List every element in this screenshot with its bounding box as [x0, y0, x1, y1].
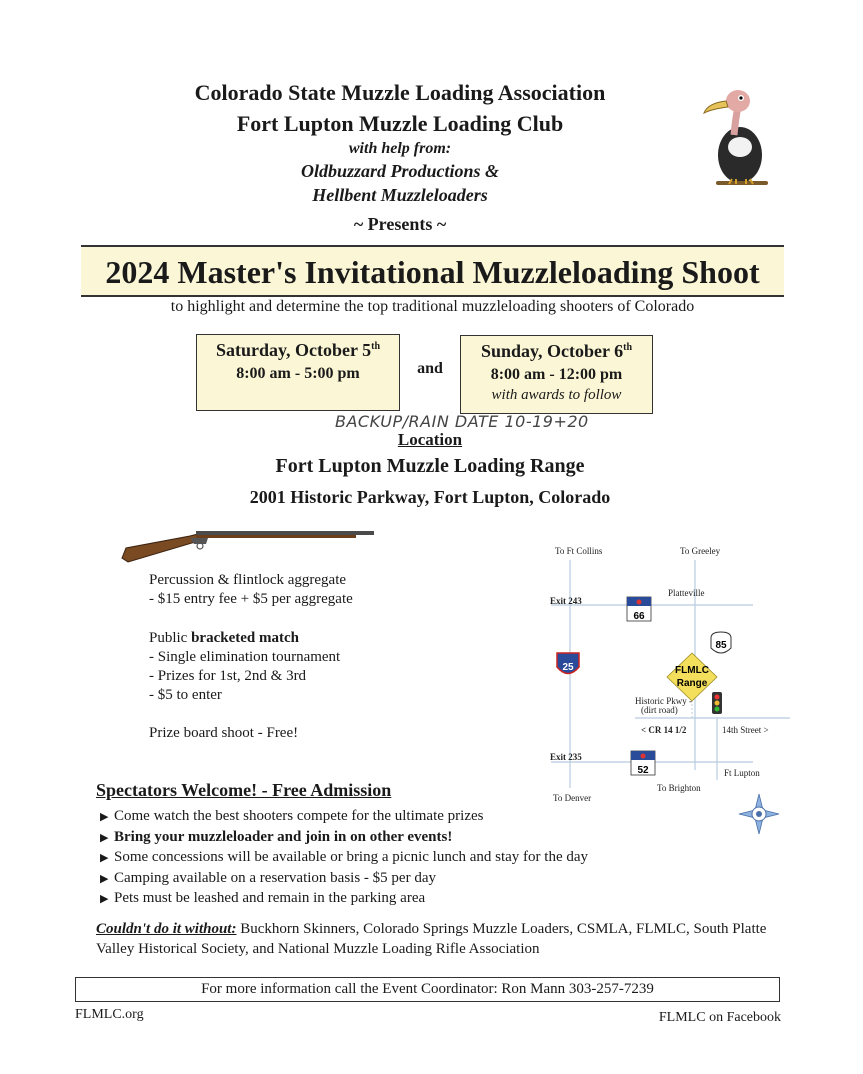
bullet-arrow-icon: ▶	[100, 852, 109, 864]
bullet-arrow-icon: ▶	[100, 893, 109, 905]
list-item	[100, 828, 588, 849]
list-item	[100, 848, 588, 869]
flmlc-label: FLMLC	[675, 665, 709, 676]
list-item	[100, 889, 588, 910]
backup-rain-date-note: BACKUP/RAIN DATE 10-19+20	[335, 412, 589, 431]
bullet-text: Some concessions will be available or bring a picnic lunch and stay for the day	[114, 849, 589, 865]
bracket-title-bold: bracketed match	[191, 630, 299, 646]
event-title: 2024 Master's Invitational Muzzleloading Shoot	[81, 245, 784, 297]
bullet-arrow-icon: ▶	[100, 831, 109, 844]
map-dirt-road: (dirt road)	[641, 705, 678, 715]
website-link[interactable]: FLMLC.org	[75, 1007, 144, 1022]
interstate-25-shield	[557, 653, 579, 674]
presents-label: ~ Presents ~	[353, 214, 447, 234]
list-item	[100, 807, 588, 828]
buzzard-logo	[698, 85, 778, 195]
help-from-label: with help from:	[348, 140, 452, 157]
awards-note: with awards to follow	[491, 387, 622, 403]
thanks-label: Couldn't do it without:	[96, 921, 237, 937]
range-address: 2001 Historic Parkway, Fort Lupton, Colorado	[249, 487, 611, 507]
contact-info-text: For more information call the Event Coordinator: Ron Mann 303-257-7239	[201, 981, 654, 997]
map-platteville: Platteville	[668, 588, 705, 598]
facebook-link[interactable]: FLMLC on Facebook	[658, 1010, 781, 1025]
map-to-ft-collins: To Ft Collins	[555, 546, 603, 556]
bracket-item: - $5 to enter	[149, 687, 222, 703]
highway-52-sign	[631, 751, 655, 776]
aggregate-fee: - $15 entry fee + $5 per aggregate	[149, 591, 353, 607]
spectator-bullet-list	[100, 807, 588, 910]
map-to-denver: To Denver	[553, 793, 592, 803]
directions-map	[545, 540, 790, 805]
bullet-text: Camping available on a reservation basis - $5 per day	[114, 869, 436, 886]
bullet-arrow-icon: ▶	[100, 872, 109, 885]
bracket-match-info	[149, 629, 340, 705]
helper-1: Oldbuzzard Productions &	[300, 161, 500, 181]
map-cr-14-half: < CR 14 1/2	[641, 725, 687, 735]
traffic-light-icon	[712, 692, 722, 714]
bracket-title-prefix: Public	[149, 630, 192, 646]
club-name: Fort Lupton Muzzle Loading Club	[236, 111, 564, 136]
spectators-heading: Spectators Welcome! - Free Admission	[96, 780, 392, 800]
sunday-date: Sunday, October 6	[480, 341, 624, 361]
range-name: Fort Lupton Muzzle Loading Range	[275, 455, 585, 477]
aggregate-info	[149, 571, 353, 609]
bullet-text: Come watch the best shooters compete for the ultimate prizes	[114, 808, 484, 824]
organizer-name: Colorado State Muzzle Loading Association	[194, 80, 606, 105]
saturday-date-suffix: th	[371, 341, 381, 352]
map-exit-243: Exit 243	[550, 596, 582, 606]
highway-66-sign	[627, 597, 651, 622]
contact-info-box	[75, 977, 780, 1002]
bracket-item: - Single elimination tournament	[149, 649, 341, 665]
highway-52-number: 52	[637, 765, 649, 776]
bullet-arrow-icon: ▶	[100, 811, 109, 823]
map-exit-235: Exit 235	[550, 752, 582, 762]
saturday-hours: 8:00 am - 5:00 pm	[236, 365, 360, 382]
muzzleloader-rifle-illustration	[118, 520, 378, 565]
aggregate-title: Percussion & flintlock aggregate	[149, 572, 347, 588]
highway-85-number: 85	[715, 640, 727, 651]
sunday-date-suffix: th	[623, 342, 633, 353]
map-to-brighton: To Brighton	[657, 783, 701, 793]
map-ft-lupton: Ft Lupton	[724, 768, 760, 778]
map-to-greeley: To Greeley	[680, 546, 721, 556]
list-item	[100, 869, 588, 890]
thanks-text: Buckhorn Skinners, Colorado Springs Muzzle Loaders, CSMLA, FLMLC, South Platte Valley Historical Society, and National Muzzle Loading Rifle Association	[96, 921, 767, 957]
bracket-item: - Prizes for 1st, 2nd & 3rd	[149, 668, 307, 684]
map-historic-pkwy: Historic Pkwy -	[635, 696, 692, 706]
and-label: and	[417, 360, 443, 377]
saturday-date-box	[196, 334, 400, 411]
event-subtitle: to highlight and determine the top traditional muzzleloading shooters of Colorado	[170, 298, 695, 315]
highway-85-sign	[711, 632, 731, 653]
sunday-hours: 8:00 am - 12:00 pm	[490, 366, 623, 383]
prize-board-info: Prize board shoot - Free!	[149, 725, 299, 741]
location-label: Location	[397, 430, 463, 449]
helper-2: Hellbent Muzzleloaders	[312, 185, 488, 205]
compass-rose-icon	[737, 792, 781, 836]
map-14th-street: 14th Street >	[722, 725, 769, 735]
range-label: Range	[676, 678, 708, 689]
saturday-date: Saturday, October 5	[215, 340, 372, 360]
highway-66-number: 66	[633, 611, 645, 622]
sunday-date-box	[460, 335, 653, 414]
bullet-text: Pets must be leashed and remain in the parking area	[114, 890, 426, 906]
bullet-text: Bring your muzzleloader and join in on other events!	[114, 828, 453, 845]
flmlc-range-marker	[667, 653, 717, 701]
interstate-25-number: 25	[562, 662, 574, 673]
sponsors-thanks	[96, 920, 786, 959]
bracket-title	[149, 629, 340, 648]
